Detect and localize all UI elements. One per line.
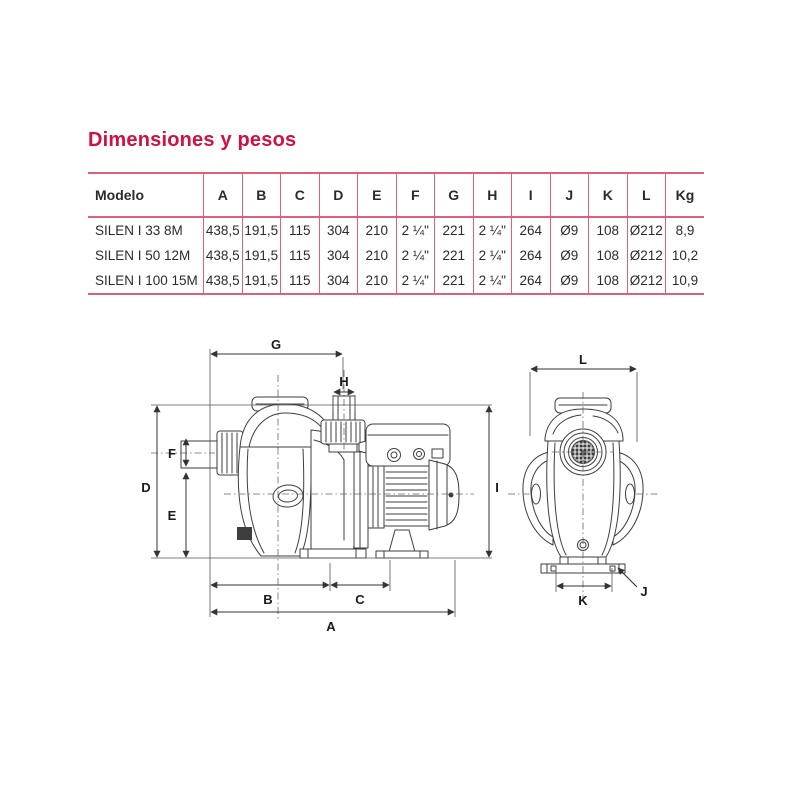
dim-value: 210 [358, 243, 397, 268]
dim-value: 2 ¼" [473, 268, 512, 294]
dim-value: Ø212 [627, 217, 666, 243]
table-row [88, 243, 704, 268]
dim-label-c: C [355, 592, 365, 607]
dim-value: 264 [512, 243, 551, 268]
dim-value: 438,5 [204, 217, 243, 243]
dim-value: 2 ¼" [396, 268, 435, 294]
dim-value: Ø9 [550, 243, 589, 268]
model-name: SILEN I 100 15M [95, 273, 198, 288]
col-header-l: L [627, 173, 666, 217]
dim-value: 8,9 [666, 217, 705, 243]
inlet-pipe [181, 441, 221, 468]
dim-value: 438,5 [204, 243, 243, 268]
dim-value: 10,2 [666, 243, 705, 268]
dim-value: 2 ¼" [473, 217, 512, 243]
col-header-f: F [396, 173, 435, 217]
col-header-c: C [281, 173, 320, 217]
dim-value: 115 [281, 217, 320, 243]
dim-value: 10,9 [666, 268, 705, 294]
col-header-k: K [589, 173, 628, 217]
dim-value: 438,5 [204, 268, 243, 294]
dim-value: 221 [435, 217, 474, 243]
technical-drawings [0, 335, 800, 645]
dim-value: 115 [281, 243, 320, 268]
dim-label-e: E [167, 508, 177, 523]
drain-plug [237, 527, 252, 540]
dim-label-a: A [326, 619, 336, 634]
motor-front-cap [368, 466, 384, 528]
dim-value: 108 [589, 217, 628, 243]
dim-value: Ø212 [627, 243, 666, 268]
dimensions-table [88, 172, 704, 295]
dim-value: 304 [319, 243, 358, 268]
dim-label-k: K [578, 593, 588, 608]
dim-value: 2 ¼" [396, 243, 435, 268]
model-name: SILEN I 33 8M [95, 223, 183, 238]
dim-value: 108 [589, 268, 628, 294]
dim-label-d: D [141, 480, 151, 495]
dim-value: 264 [512, 268, 551, 294]
pump-side-view [181, 396, 459, 558]
col-header-a: A [204, 173, 243, 217]
discharge-union-nut [321, 420, 365, 444]
dim-value: 191,5 [242, 268, 281, 294]
col-header-i: I [512, 173, 551, 217]
dim-value: 264 [512, 217, 551, 243]
dim-value: Ø212 [627, 268, 666, 294]
table-header-row [88, 173, 704, 217]
dim-label-f: F [168, 446, 176, 461]
col-header-d: D [319, 173, 358, 217]
table-row [88, 268, 704, 294]
dim-value: 191,5 [242, 243, 281, 268]
page-title: Dimensiones y pesos [88, 129, 297, 151]
dim-label-i: I [495, 480, 499, 495]
dim-value: Ø9 [550, 268, 589, 294]
col-header-e: E [358, 173, 397, 217]
dim-value: 115 [281, 268, 320, 294]
col-header-kg: Kg [666, 173, 705, 217]
col-header-g: G [435, 173, 474, 217]
col-header-j: J [550, 173, 589, 217]
dim-value: 210 [358, 217, 397, 243]
model-name: SILEN I 50 12M [95, 248, 191, 263]
motor-leg [389, 530, 415, 552]
col-header-b: B [242, 173, 281, 217]
dim-value: 108 [589, 243, 628, 268]
dim-label-j: J [640, 584, 648, 599]
dim-label-l: L [579, 352, 587, 367]
dim-label-g: G [270, 337, 282, 352]
col-header-h: H [473, 173, 512, 217]
dim-value: 210 [358, 268, 397, 294]
motor-rear-cap [429, 460, 459, 530]
table-row [88, 217, 704, 243]
dim-label-b: B [263, 592, 273, 607]
dim-value: 304 [319, 268, 358, 294]
dim-value: 221 [435, 268, 474, 294]
dim-value: 191,5 [242, 217, 281, 243]
col-header-modelo: Modelo [95, 187, 144, 203]
terminal-box [366, 424, 450, 466]
dim-value: 304 [319, 217, 358, 243]
dim-label-h: H [339, 374, 349, 389]
table-head [88, 173, 704, 217]
dim-value: 2 ¼" [473, 243, 512, 268]
dim-value: 2 ¼" [396, 217, 435, 243]
dim-value: Ø9 [550, 217, 589, 243]
dim-value: 221 [435, 243, 474, 268]
table-body [88, 217, 704, 294]
